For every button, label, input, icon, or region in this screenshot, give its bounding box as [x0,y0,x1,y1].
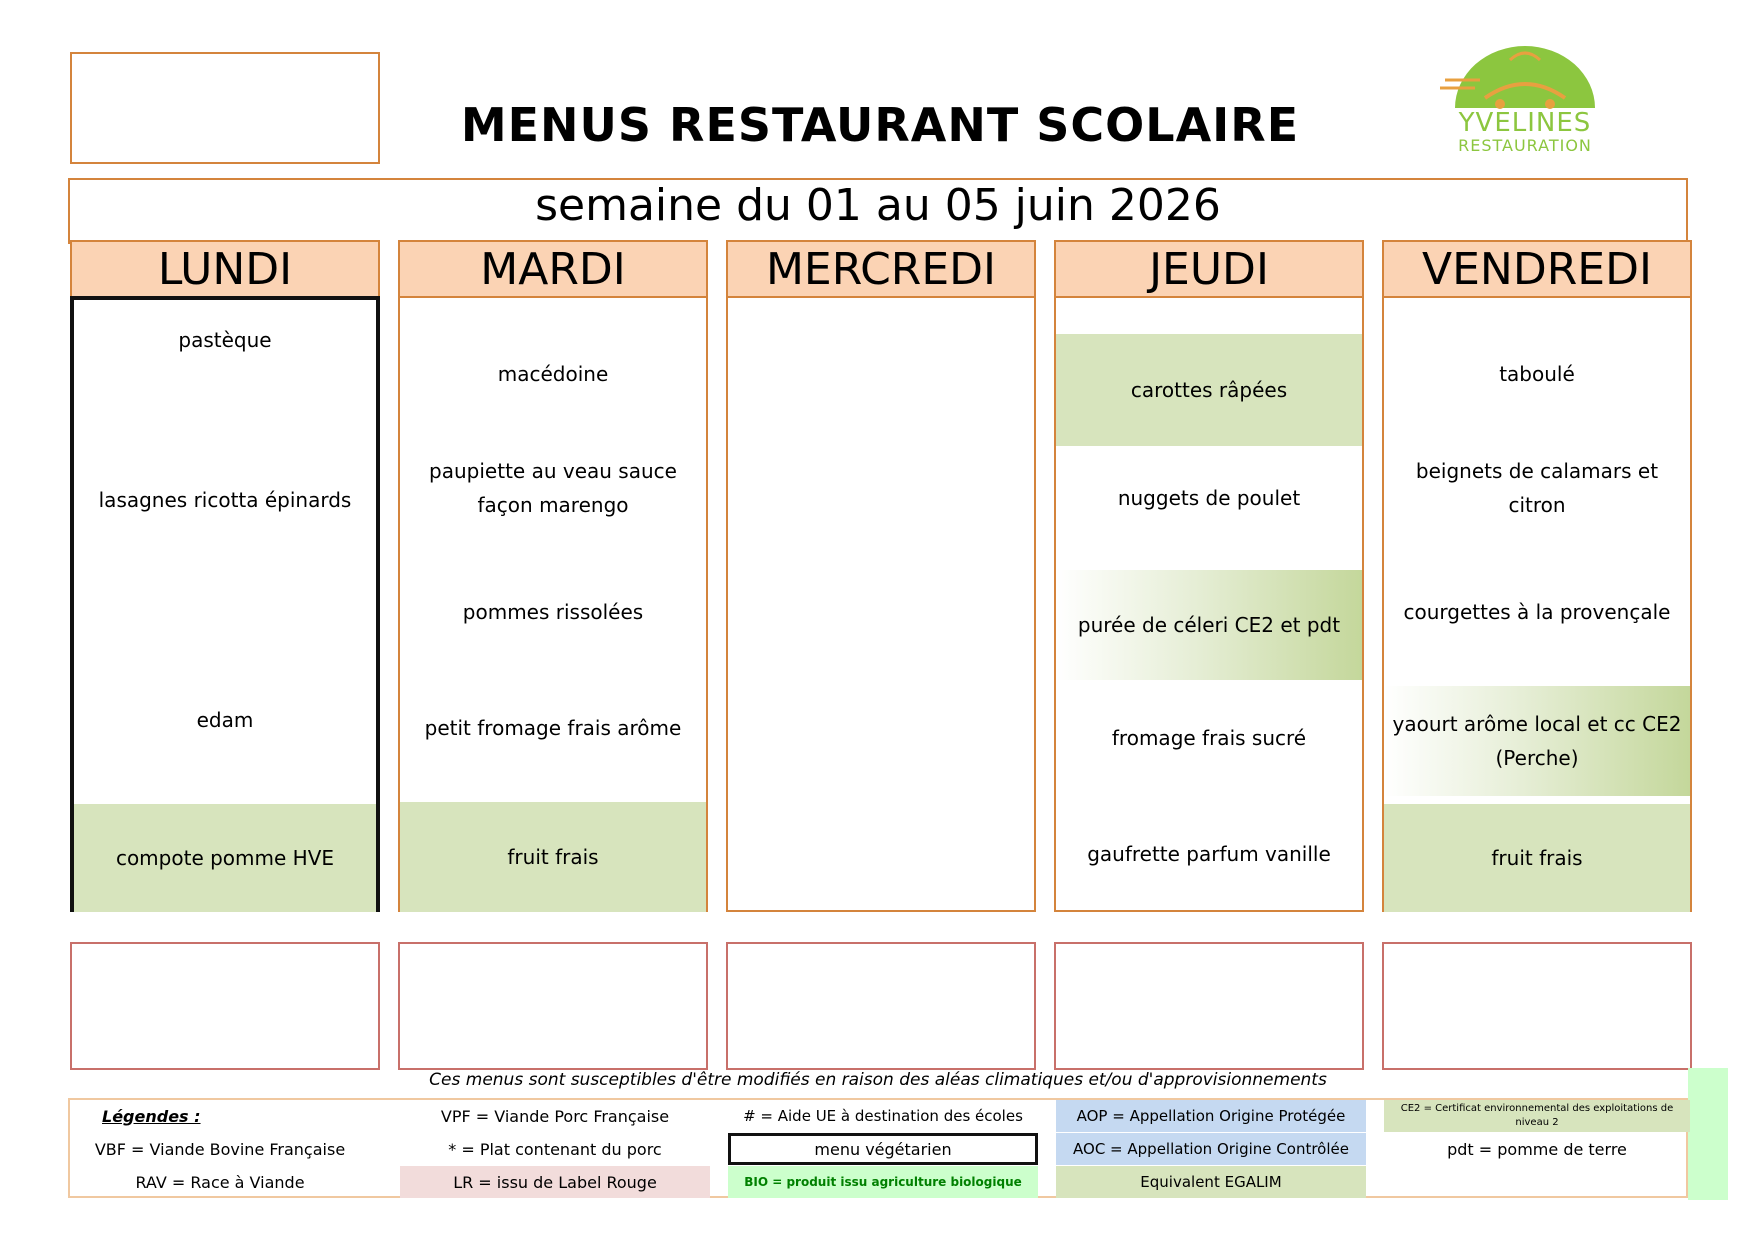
day-header-mercredi: MERCREDI [726,240,1036,298]
day-column-mercredi [726,298,1036,912]
legend-label-rouge: LR = issu de Label Rouge [400,1166,710,1198]
menu-item-dessert: fruit frais [1384,804,1690,912]
menu-item-side: pommes rissolées [462,600,644,624]
logo-text-restauration: RESTAURATION [1458,136,1592,155]
side-green-band [1688,1068,1728,1200]
menu-item-cheese: yaourt arôme local et cc CE2 (Perche) [1384,686,1690,796]
note-box-mercredi [726,942,1036,1070]
legend-porc: * = Plat contenant du porc [448,1139,662,1159]
legend-vbf: VBF = Viande Bovine Française [94,1139,346,1159]
menu-item-cheese: petit fromage frais arôme [424,716,682,740]
menu-item-main: beignets de calamars et citron [1415,459,1659,517]
note-box-vendredi [1382,942,1692,1070]
yvelines-logo [1440,40,1610,160]
legend-title: Légendes : [102,1106,201,1126]
day-header-mardi: MARDI [398,240,708,298]
legend-rav: RAV = Race à Viande [135,1172,305,1192]
day-header-jeudi: JEUDI [1054,240,1364,298]
menu-item-starter: taboulé [1499,362,1575,386]
day-header-lundi: LUNDI [70,240,380,298]
note-box-jeudi [1054,942,1364,1070]
day-column-vendredi [1382,298,1692,912]
page-title: MENUS RESTAURANT SCOLAIRE [460,98,1300,152]
logo-text-yvelines: YVELINES [1458,108,1592,138]
menu-item-side: purée de céleri CE2 et pdt [1056,570,1362,680]
menu-item-starter: carottes râpées [1056,334,1362,446]
day-column-mardi [398,298,708,912]
menu-item-main: nuggets de poulet [1117,486,1301,510]
legend-aoc: AOC = Appellation Origine Contrôlée [1056,1133,1366,1165]
day-column-jeudi [1054,298,1364,912]
menu-item-cheese: edam [196,708,254,732]
menu-item-main: paupiette au veau sauce façon marengo [429,459,677,517]
logo-placeholder-box [70,52,380,164]
menu-item-cheese: fromage frais sucré [1111,726,1307,750]
legend-ce2: CE2 = Certificat environnemental des exploitations de niveau 2 [1384,1100,1690,1132]
menu-item-starter: macédoine [497,362,609,386]
legend-pdt: pdt = pomme de terre [1447,1139,1627,1159]
menu-item-main: lasagnes ricotta épinards [98,488,352,512]
menu-item-dessert: compote pomme HVE [74,804,376,912]
menu-item-dessert: fruit frais [400,802,706,912]
legend-egalim: Equivalent EGALIM [1056,1166,1366,1198]
week-title: semaine du 01 au 05 juin 2026 [535,180,1221,231]
legend [68,1098,1688,1198]
legend-aop: AOP = Appellation Origine Protégée [1056,1100,1366,1132]
disclaimer-notice: Ces menus sont susceptibles d'être modifiés en raison des aléas climatiques et/ou d'approvisionnements [429,1070,1327,1090]
day-column-lundi [70,296,380,912]
note-box-lundi [70,942,380,1070]
menu-item-starter: pastèque [178,328,272,352]
legend-vegetarien: menu végétarien [728,1133,1038,1165]
note-box-mardi [398,942,708,1070]
menu-item-side: courgettes à la provençale [1403,600,1671,624]
day-header-vendredi: VENDREDI [1382,240,1692,298]
menu-item-dessert: gaufrette parfum vanille [1087,842,1331,866]
legend-vpf: VPF = Viande Porc Française [440,1106,670,1126]
legend-bio: BIO = produit issu agriculture biologique [728,1166,1038,1198]
legend-aide-ue: # = Aide UE à destination des écoles [743,1107,1023,1125]
logo-dome-icon [1440,40,1610,110]
